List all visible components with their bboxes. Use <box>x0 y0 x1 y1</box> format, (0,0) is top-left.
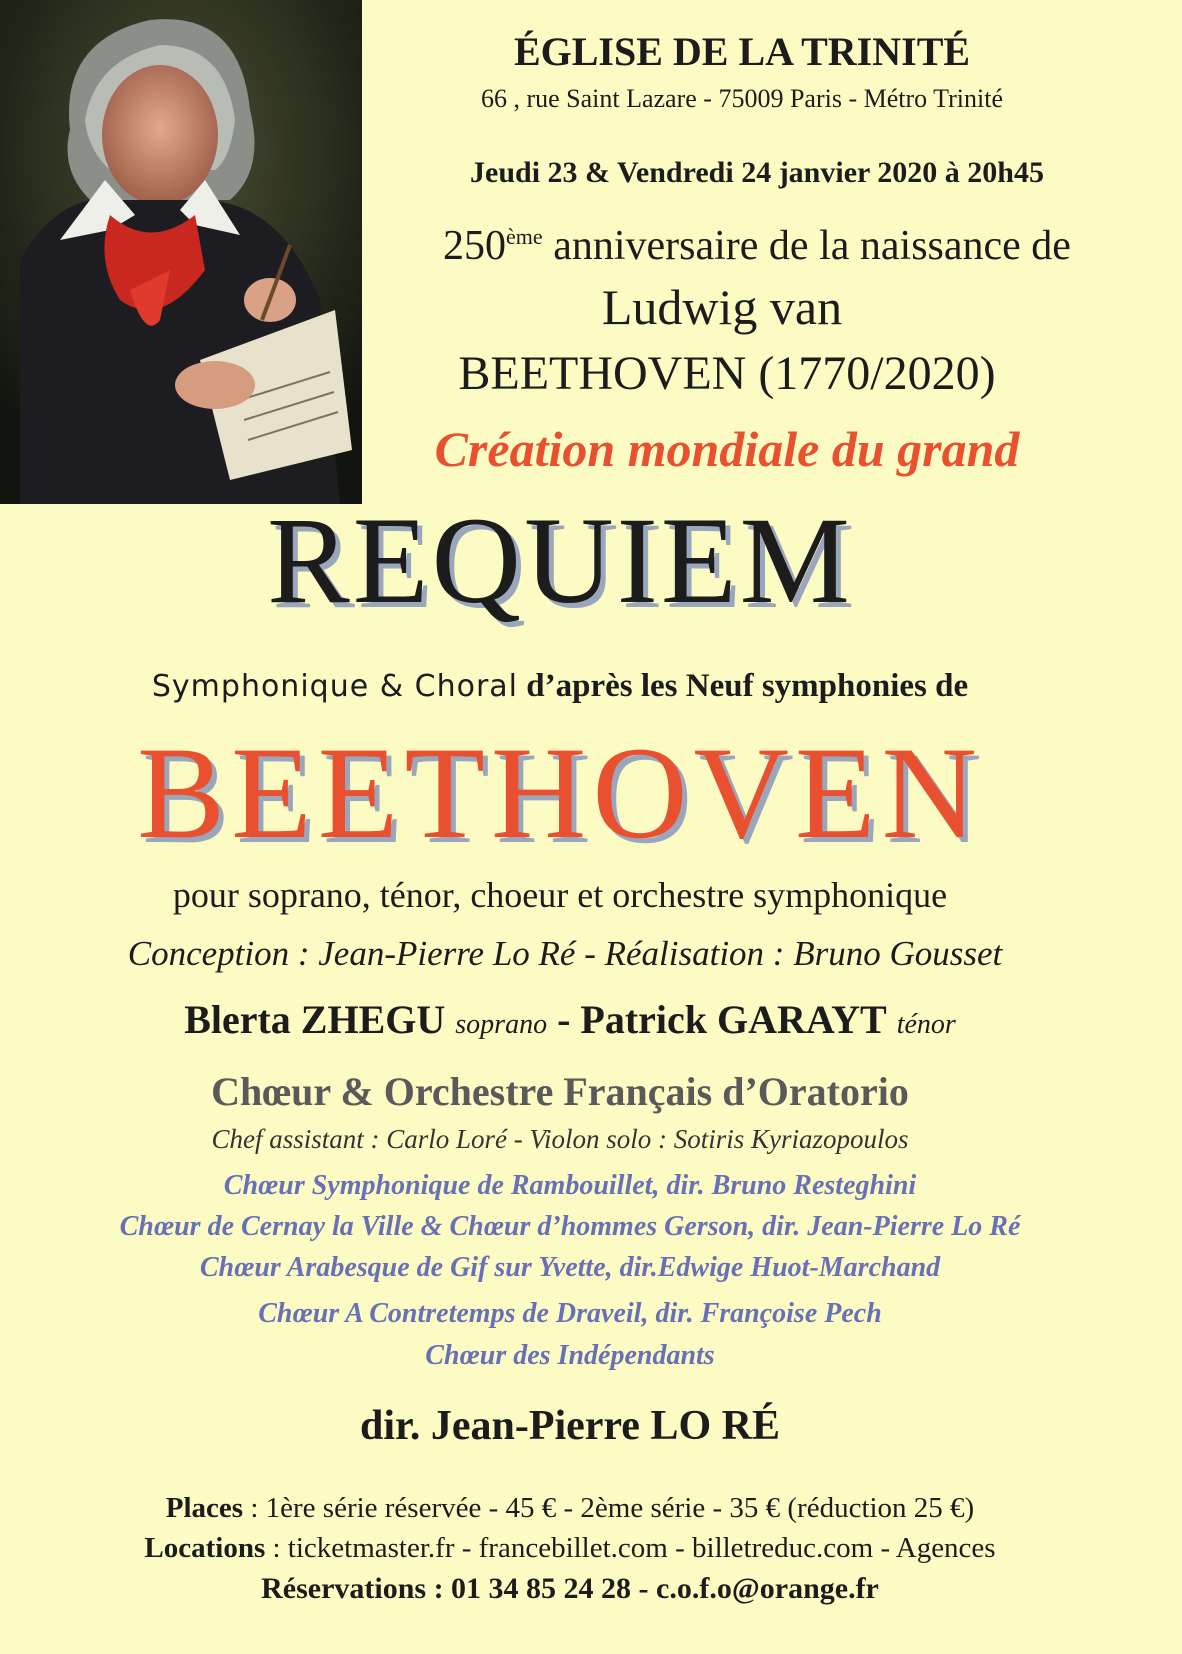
venue-title: ÉGLISE DE LA TRINITÉ <box>513 29 971 74</box>
choir-item: Chœur Arabesque de Gif sur Yvette, dir.Edwige Huot-Marchand <box>199 1252 941 1283</box>
composer-lifespan: BEETHOVEN (1770/2020) <box>458 347 996 400</box>
venue-address: 66 , rue Saint Lazare - 75009 Paris - Métro Trinité <box>480 84 1004 113</box>
ticket-locations <box>0 1532 1140 1565</box>
choir-item: Chœur des Indépendants <box>425 1340 715 1371</box>
composer-first-name: Ludwig van <box>601 279 843 335</box>
choir-item: Chœur A Contretemps de Draveil, dir. Françoise Pech <box>258 1298 882 1329</box>
locations-label: Locations <box>144 1532 266 1564</box>
subtitle-after: d’après les Neuf symphonies de <box>518 668 969 704</box>
ensemble-name: Chœur & Orchestre Français d’Oratorio <box>211 1069 909 1114</box>
work-subtitle <box>0 668 1120 705</box>
places-text: : 1ère série réservée - 45 € - 2ème série - 35 € (réduction 25 €) <box>243 1492 975 1524</box>
beethoven-portrait <box>0 0 362 504</box>
soloist-separator: - <box>557 997 581 1042</box>
reservations-contact: Réservations : 01 34 85 24 28 - c.o.f.o@orange.fr <box>261 1572 879 1605</box>
conception-credits: Conception : Jean-Pierre Lo Ré - Réalisation : Bruno Gousset <box>127 934 1003 973</box>
soloist-tenor-name: Patrick GARAYT <box>580 997 887 1042</box>
anniversary-suffix: ème <box>506 224 543 249</box>
places-label: Places <box>165 1492 244 1524</box>
soloist-soprano-name: Blerta ZHEGU <box>184 997 446 1042</box>
conductor: dir. Jean-Pierre LO RÉ <box>360 1403 780 1449</box>
choir-item: Chœur Symphonique de Rambouillet, dir. Bruno Resteghini <box>223 1170 917 1201</box>
concert-dates: Jeudi 23 & Vendredi 24 janvier 2020 à 20h45 <box>470 156 1044 189</box>
world-premiere-line: Création mondiale du grand <box>434 421 1020 477</box>
portrait-illustration <box>0 0 362 504</box>
anniversary-text: anniversaire de la naissance de <box>542 223 1071 269</box>
beethoven-title: BEETHOVEN <box>137 719 983 866</box>
subtitle-symphonic: Symphonique & Choral <box>151 669 519 704</box>
anniversary-line <box>362 222 1152 270</box>
ticket-prices <box>0 1492 1140 1525</box>
anniversary-number: 250 <box>443 223 507 269</box>
requiem-title: REQUIEM <box>267 492 853 629</box>
soloist-tenor-role: ténor <box>896 1009 956 1040</box>
soloists <box>0 996 1140 1043</box>
assistants-credits: Chef assistant : Carlo Loré - Violon solo : Sotiris Kyriazopoulos <box>211 1124 909 1154</box>
instrumentation: pour soprano, ténor, choeur et orchestre symphonique <box>172 875 948 915</box>
choir-item: Chœur de Cernay la Ville & Chœur d’hommes Gerson, dir. Jean-Pierre Lo Ré <box>119 1211 1021 1242</box>
locations-text: : ticketmaster.fr - francebillet.com - billetreduc.com - Agences <box>265 1532 996 1564</box>
soloist-soprano-role: soprano <box>455 1009 548 1040</box>
